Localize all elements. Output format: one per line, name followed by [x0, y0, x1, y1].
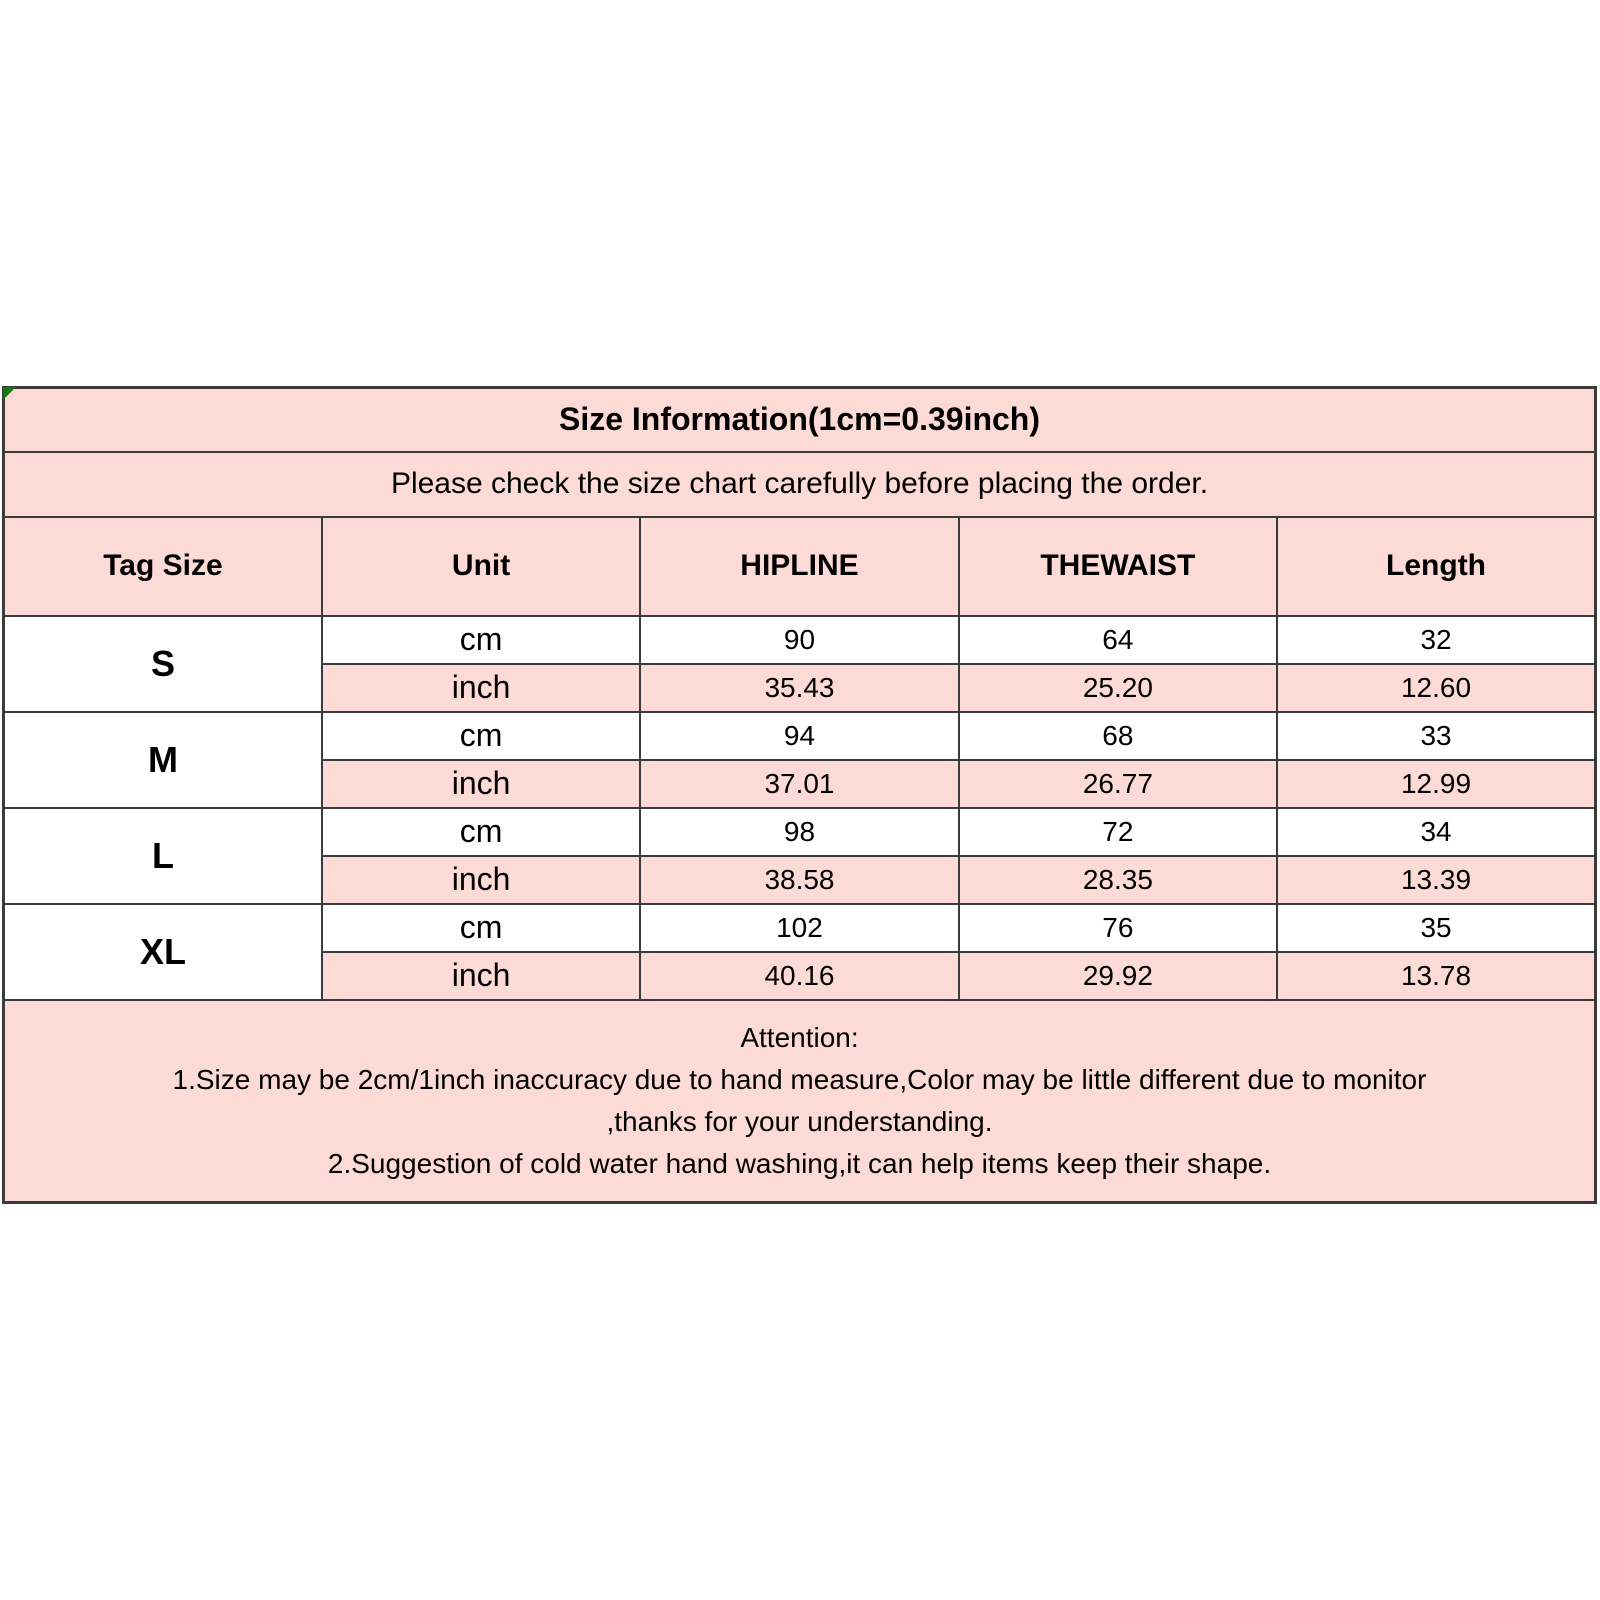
- value-m-hipline-cm: 94: [640, 712, 958, 760]
- tag-size-l: L: [4, 808, 322, 904]
- unit-label: inch: [322, 664, 640, 712]
- unit-label: cm: [322, 904, 640, 952]
- attention-note: [4, 1000, 1596, 1203]
- unit-label: cm: [322, 616, 640, 664]
- value-m-thewaist-inch: 26.77: [959, 760, 1277, 808]
- unit-label: cm: [322, 808, 640, 856]
- value-s-length-inch: 12.60: [1277, 664, 1595, 712]
- table-title: Size Information(1cm=0.39inch): [4, 388, 1596, 452]
- value-m-length-inch: 12.99: [1277, 760, 1595, 808]
- value-xl-hipline-cm: 102: [640, 904, 958, 952]
- attention-heading: Attention:: [740, 1021, 859, 1053]
- column-header-thewaist: THEWAIST: [959, 517, 1277, 616]
- tag-size-m: M: [4, 712, 322, 808]
- table-subtitle: Please check the size chart carefully before placing the order.: [4, 452, 1596, 517]
- column-header-tag-size: Tag Size: [4, 517, 322, 616]
- size-information-table: [2, 386, 1597, 1204]
- value-l-thewaist-cm: 72: [959, 808, 1277, 856]
- attention-line-1: 1.Size may be 2cm/1inch inaccuracy due to hand measure,Color may be little different due to monitor: [172, 1063, 1427, 1095]
- value-xl-hipline-inch: 40.16: [640, 952, 958, 1000]
- value-l-length-cm: 34: [1277, 808, 1595, 856]
- value-xl-thewaist-inch: 29.92: [959, 952, 1277, 1000]
- size-chart-sheet: [2, 386, 1597, 1204]
- value-m-hipline-inch: 37.01: [640, 760, 958, 808]
- column-header-hipline: HIPLINE: [640, 517, 958, 616]
- column-header-unit: Unit: [322, 517, 640, 616]
- value-l-hipline-inch: 38.58: [640, 856, 958, 904]
- attention-line-2: ,thanks for your understanding.: [606, 1105, 993, 1137]
- value-m-thewaist-cm: 68: [959, 712, 1277, 760]
- tag-size-s: S: [4, 616, 322, 712]
- unit-label: cm: [322, 712, 640, 760]
- value-xl-thewaist-cm: 76: [959, 904, 1277, 952]
- value-s-thewaist-inch: 25.20: [959, 664, 1277, 712]
- value-l-thewaist-inch: 28.35: [959, 856, 1277, 904]
- value-xl-length-inch: 13.78: [1277, 952, 1595, 1000]
- value-s-hipline-cm: 90: [640, 616, 958, 664]
- value-l-length-inch: 13.39: [1277, 856, 1595, 904]
- value-s-thewaist-cm: 64: [959, 616, 1277, 664]
- green-corner-triangle-icon: [3, 387, 16, 400]
- value-s-hipline-inch: 35.43: [640, 664, 958, 712]
- attention-line-3: 2.Suggestion of cold water hand washing,it can help items keep their shape.: [327, 1147, 1272, 1179]
- value-l-hipline-cm: 98: [640, 808, 958, 856]
- tag-size-xl: XL: [4, 904, 322, 1000]
- value-xl-length-cm: 35: [1277, 904, 1595, 952]
- unit-label: inch: [322, 760, 640, 808]
- value-s-length-cm: 32: [1277, 616, 1595, 664]
- value-m-length-cm: 33: [1277, 712, 1595, 760]
- unit-label: inch: [322, 952, 640, 1000]
- unit-label: inch: [322, 856, 640, 904]
- column-header-length: Length: [1277, 517, 1595, 616]
